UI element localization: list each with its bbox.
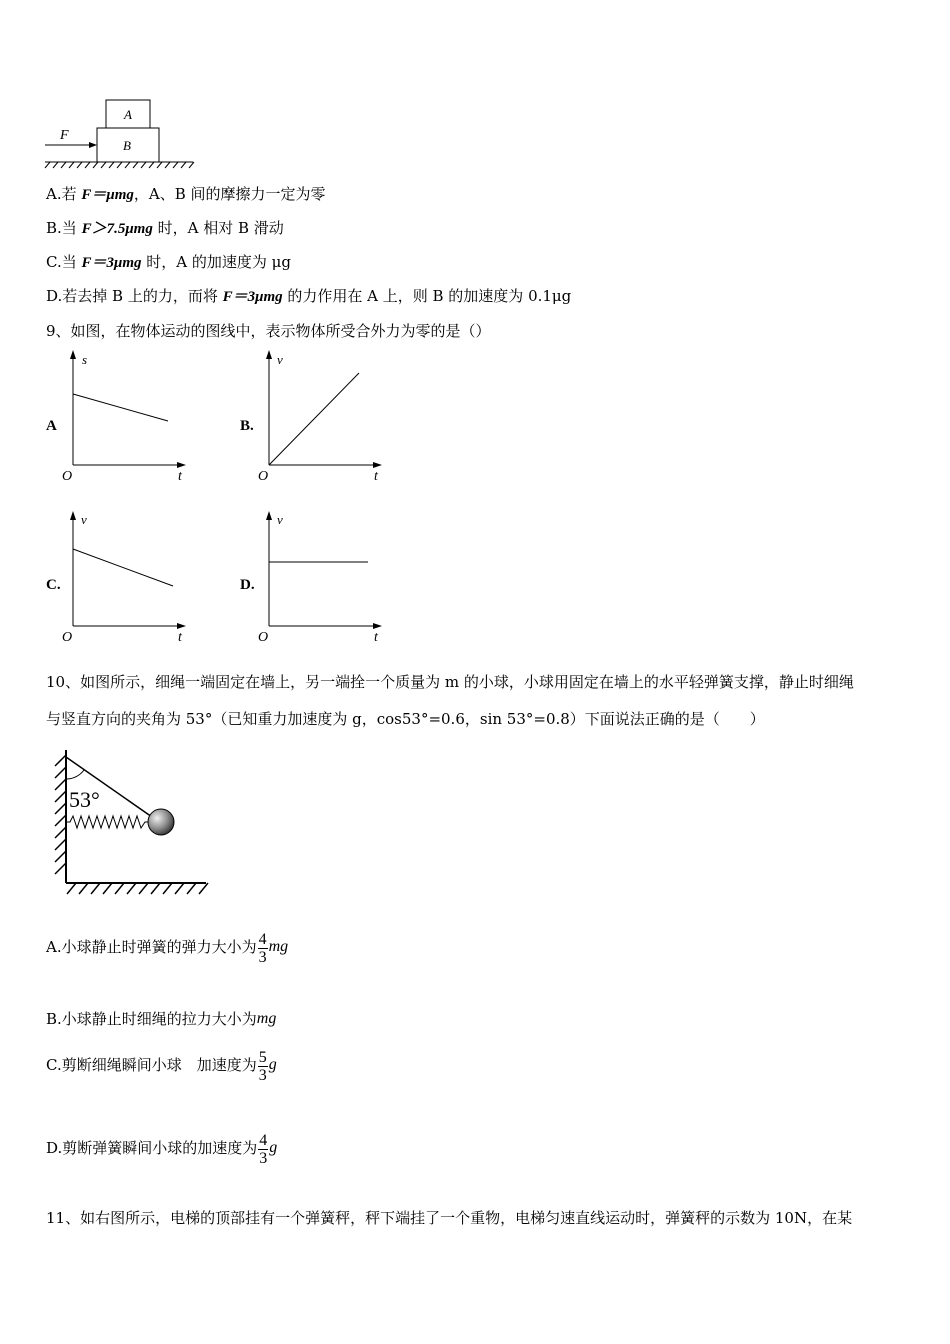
q10-option-c[interactable]: C.剪断细绳瞬间小球 加速度为 $\frac{5}{3}$ g (46, 1048, 277, 1084)
block-b-label: B (123, 138, 131, 153)
q8-option-a[interactable]: A.若 F＝μmg，A、B 间的摩擦力一定为零 (46, 185, 326, 203)
svg-text:v: v (81, 512, 87, 527)
fraction-5-3: $\frac{5}{3}$ (258, 1048, 267, 1084)
q10-option-b[interactable]: B.小球静止时细绳的拉力大小为mg (46, 1010, 277, 1028)
svg-text:O: O (258, 630, 269, 643)
svg-text:t: t (374, 469, 378, 483)
spring (66, 816, 150, 828)
q10-stem-line1: 10、如图所示，细绳一端固定在墙上，另一端拴一个质量为 m 的小球，小球用固定在墙上的水平轻弹簧支撑，静止时细绳 (46, 673, 854, 691)
q11-stem: 11、如右图所示，电梯的顶部挂有一个弹簧秤，秤下端挂了一个重物，电梯匀速直线运动时，弹簧秤的示数为 10N，在某 (46, 1209, 853, 1227)
graph-b (254, 348, 394, 483)
graph-c-label: C. (46, 577, 61, 593)
q10-option-a[interactable]: A.小球静止时弹簧的弹力大小为 $\frac{4}{3}$ mg (46, 930, 289, 966)
q9-stem: 9、如图，在物体运动的图线中，表示物体所受合外力为零的是（） (46, 322, 491, 340)
ball (148, 809, 174, 835)
svg-text:O: O (258, 469, 269, 483)
q8-figure (40, 95, 200, 175)
fraction-4-3: $\frac{4}{3}$ (258, 930, 267, 966)
fraction-4-3: $\frac{4}{3}$ (259, 1131, 268, 1167)
graph-d (254, 508, 394, 643)
svg-text:v: v (277, 512, 283, 527)
graph-a-label: A (46, 418, 57, 434)
q8-option-d[interactable]: D.若去掉 B 上的力，而将 F＝3μmg 的力作用在 A 上，则 B 的加速度为 0.1μg (46, 287, 572, 305)
svg-text:t: t (178, 630, 182, 643)
svg-text:O: O (62, 469, 73, 483)
graph-a (58, 348, 198, 483)
svg-text:s: s (82, 352, 88, 367)
block-a-label: A (124, 107, 132, 122)
graph-b-label: B. (240, 418, 254, 434)
q10-figure (46, 745, 211, 895)
svg-text:t: t (374, 630, 378, 643)
q10-stem-line2: 与竖直方向的夹角为 53°（已知重力加速度为 g，cos53°=0.6，sin 53°=0.8）下面说法正确的是（ ） (46, 710, 765, 728)
graph-c (58, 508, 198, 643)
q8-option-b[interactable]: B.当 F＞7.5μmg 时，A 相对 B 滑动 (46, 219, 284, 237)
graph-d-label: D. (240, 577, 255, 593)
svg-text:v: v (277, 352, 283, 367)
q8-option-c[interactable]: C.当 F＝3μmg 时，A 的加速度为 μg (46, 253, 291, 271)
svg-text:t: t (178, 469, 182, 483)
svg-text:O: O (62, 630, 73, 643)
force-label: F (60, 128, 69, 143)
angle-label: 53° (69, 787, 100, 812)
q10-option-d[interactable]: D.剪断弹簧瞬间小球的加速度为 $\frac{4}{3}$ g (46, 1131, 278, 1167)
